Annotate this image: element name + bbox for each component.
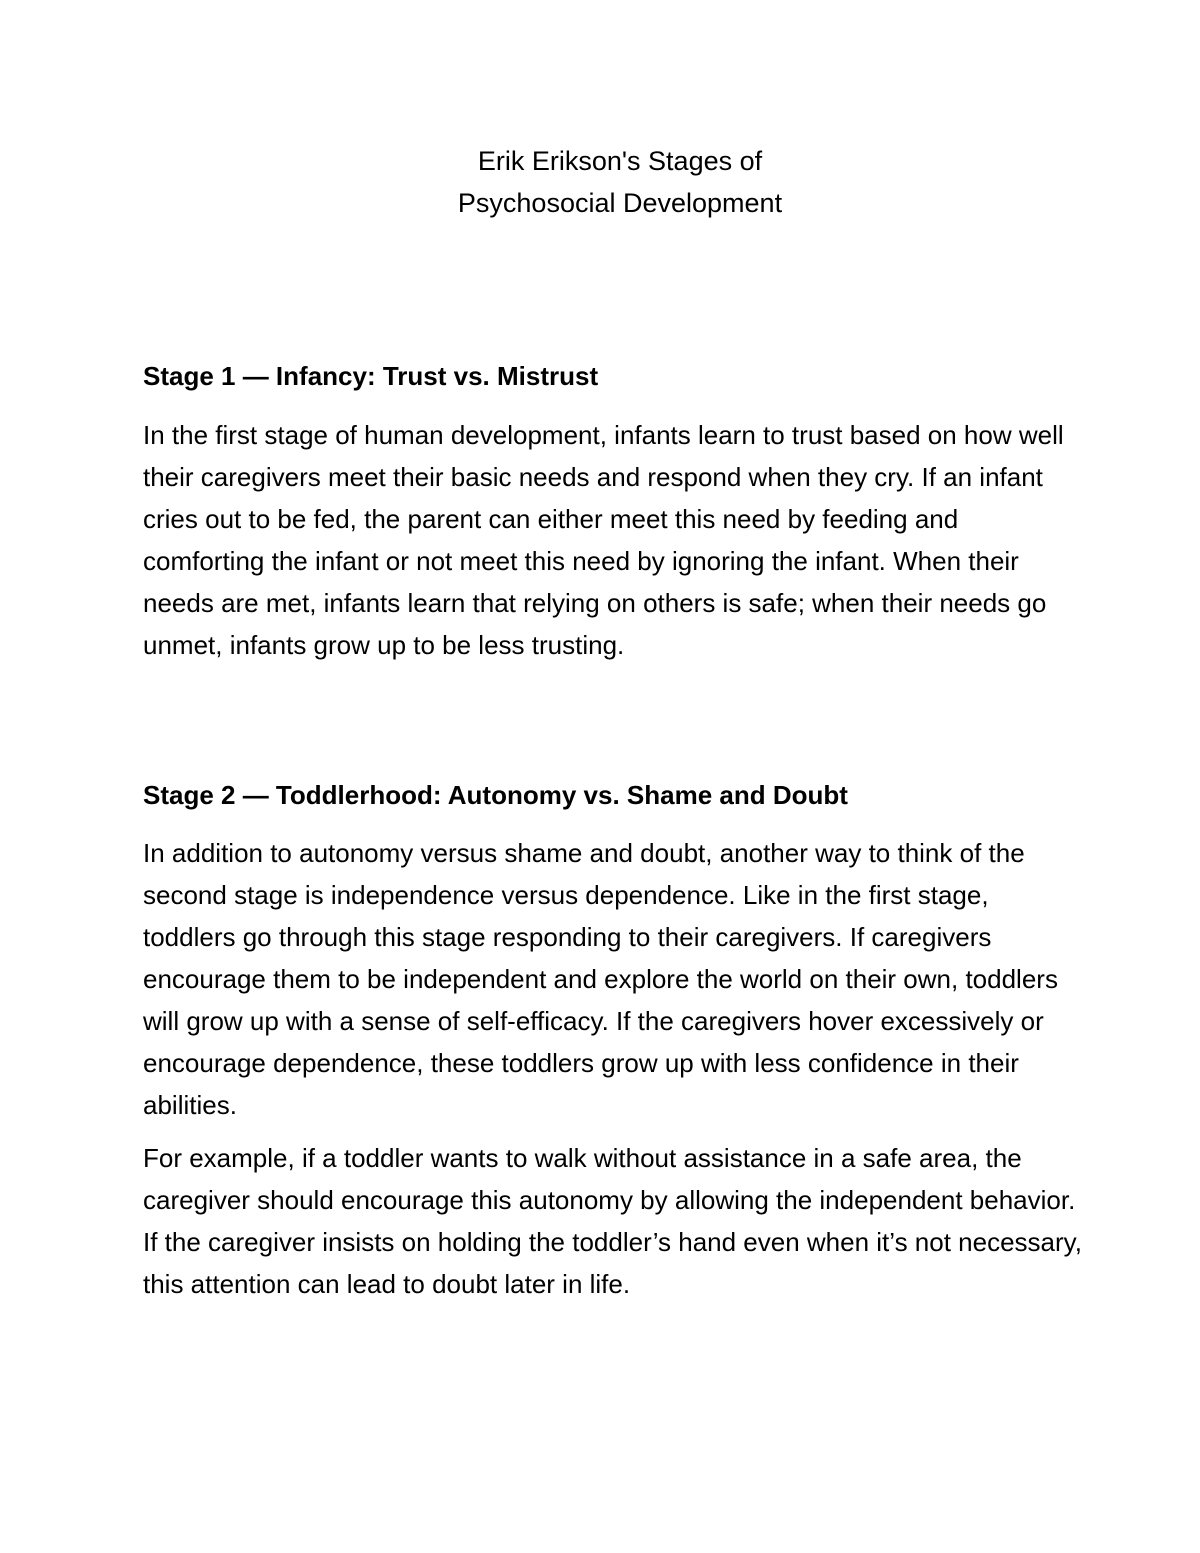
stage-2-paragraph-2: For example, if a toddler wants to walk without assistance in a safe area, the caregiver should encourage this autonomy by allowing the independent behavior. If the caregiver insists on holding the toddler’s hand even when it’s not necessary, this attention can lead to doubt later in life.: [143, 1143, 1082, 1299]
stage-1-paragraph: In the first stage of human development, infants learn to trust based on how well their caregivers meet their basic needs and respond when they cry. If an infant cries out to be fed, the parent can either meet this need by feeding and comforting the infant or not meet this need by ignoring the infant. When their needs are met, infants learn that relying on others is safe; when their needs go unmet, infants grow up to be less trusting.: [143, 420, 1064, 660]
document-title: [0, 140, 1200, 224]
title-line-1: Erik Erikson's Stages of: [477, 146, 763, 176]
stage-1-heading: Stage 1 — Infancy: Trust vs. Mistrust: [143, 361, 599, 391]
title-line-2: Psychosocial Development: [457, 188, 783, 218]
stage-2-paragraph-1: In addition to autonomy versus shame and doubt, another way to think of the second stage is independence versus dependence. Like in the first stage, toddlers go through this stage responding to their caregivers. If caregivers encourage them to be independent and explore the world on their own, toddlers will grow up with a sense of self-efficacy. If the caregivers hover excessively or encourage dependence, these toddlers grow up with less confidence in their abilities.: [143, 838, 1058, 1120]
stage-2-heading: Stage 2 — Toddlerhood: Autonomy vs. Shame and Doubt: [143, 780, 848, 810]
